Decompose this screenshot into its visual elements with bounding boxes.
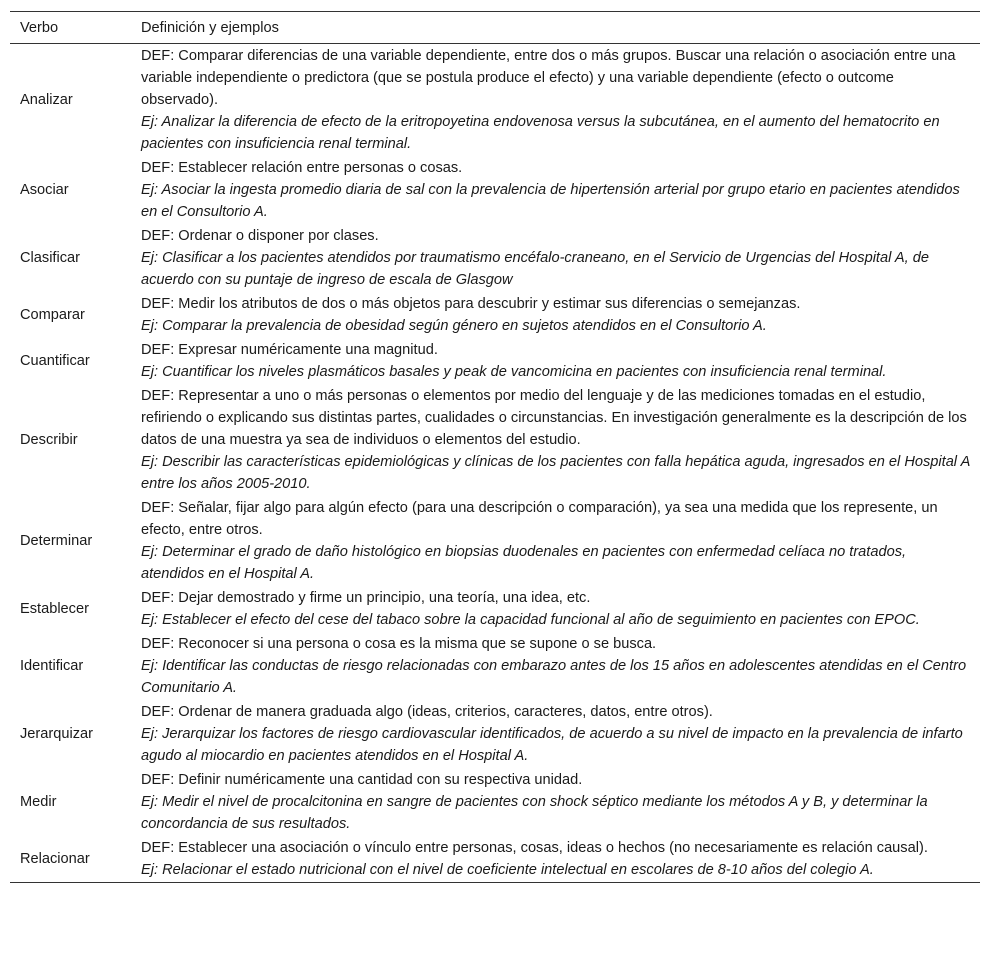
definition-cell (131, 156, 980, 224)
definition-cell (131, 700, 980, 768)
definition-text: DEF: Representar a uno o más personas o elementos por medio del lenguaje y de las mediciones tomadas en el estudio, refiriendo o explicando sus distintas partes, cualidades o circunstancias. En investigación generalmente es la descripción de los datos de una muestra ya sea de individuos o elementos del estudio. (141, 388, 967, 448)
table-row (10, 586, 980, 632)
verb-cell: Asociar (20, 182, 69, 198)
table-row (10, 632, 980, 700)
table-row (10, 224, 980, 292)
example-text: Ej: Medir el nivel de procalcitonina en sangre de pacientes con shock séptico mediante los métodos A y B, y determinar la concordancia de sus resultados. (141, 794, 928, 832)
example-text: Ej: Comparar la prevalencia de obesidad según género en sujetos atendidos en el Consultorio A. (141, 318, 767, 334)
example-text: Ej: Identificar las conductas de riesgo relacionadas con embarazo antes de los 15 años en adolescentes atendidas en el Centro Comunitario A. (141, 658, 967, 696)
table-row (10, 156, 980, 224)
definition-cell (131, 586, 980, 632)
table-row (10, 496, 980, 586)
verb-cell: Determinar (20, 533, 93, 549)
example-text: Ej: Cuantificar los niveles plasmáticos basales y peak de vancomicina en pacientes con insuficiencia renal terminal. (141, 364, 887, 380)
example-text: Ej: Relacionar el estado nutricional con el nivel de coeficiente intelectual en escolares de 8-10 años del colegio A. (141, 862, 874, 878)
verb-cell: Identificar (20, 658, 84, 674)
table-row (10, 700, 980, 768)
example-text: Ej: Jerarquizar los factores de riesgo cardiovascular identificados, de acuerdo a su nivel de impacto en la prevalencia de infarto agudo al miocardio en pacientes atendidos en el Hospital A. (141, 726, 963, 764)
example-text: Ej: Establecer el efecto del cese del tabaco sobre la capacidad funcional al año de seguimiento en pacientes con EPOC. (141, 612, 920, 628)
example-text: Ej: Describir las características epidemiológicas y clínicas de los pacientes con falla hepática aguda, ingresados en el Hospital A entre los años 2005-2010. (141, 454, 970, 492)
verbs-table-container (10, 11, 980, 883)
verb-cell: Jerarquizar (20, 726, 93, 742)
definition-text: DEF: Comparar diferencias de una variable dependiente, entre dos o más grupos. Buscar una relación o asociación entre una variable independiente o predictora (que se postula produce el efecto) y una variable dependiente (efecto o outcome observado). (141, 48, 956, 108)
definition-text: DEF: Ordenar o disponer por clases. (141, 228, 379, 244)
table-row (10, 836, 980, 883)
header-row (10, 12, 980, 44)
definition-text: DEF: Dejar demostrado y firme un principio, una teoría, una idea, etc. (141, 590, 591, 606)
definition-cell (131, 338, 980, 384)
verb-cell: Comparar (20, 307, 85, 323)
definition-text: DEF: Establecer relación entre personas o cosas. (141, 160, 463, 176)
table-row (10, 384, 980, 496)
table-header (10, 12, 980, 44)
verbs-table (10, 11, 980, 883)
header-definition: Definición y ejemplos (141, 19, 279, 36)
verb-cell: Cuantificar (20, 353, 90, 369)
example-text: Ej: Clasificar a los pacientes atendidos por traumatismo encéfalo-craneano, en el Servicio de Urgencias del Hospital A, de acuerdo con su puntaje de ingreso de escala de Glasgow (141, 250, 929, 288)
verb-cell: Establecer (20, 601, 89, 617)
definition-cell (131, 632, 980, 700)
definition-cell (131, 224, 980, 292)
header-verb: Verbo (20, 19, 59, 36)
example-text: Ej: Asociar la ingesta promedio diaria de sal con la prevalencia de hipertensión arterial por grupo etario en pacientes atendidos en el Consultorio A. (141, 182, 960, 220)
table-row (10, 44, 980, 157)
definition-text: DEF: Señalar, fijar algo para algún efecto (para una descripción o comparación), ya sea una medida que los represente, un efecto, entre otros. (141, 500, 938, 538)
table-body (10, 44, 980, 883)
definition-text: DEF: Expresar numéricamente una magnitud. (141, 342, 438, 358)
verb-cell: Medir (20, 794, 57, 810)
verb-cell: Describir (20, 432, 78, 448)
table-row (10, 768, 980, 836)
definition-cell (131, 496, 980, 586)
verb-cell: Clasificar (20, 250, 81, 266)
example-text: Ej: Analizar la diferencia de efecto de la eritropoyetina endovenosa versus la subcutánea, en el aumento del hematocrito en pacientes con insuficiencia renal terminal. (141, 114, 940, 152)
verb-cell: Relacionar (20, 851, 90, 867)
definition-text: DEF: Ordenar de manera graduada algo (ideas, criterios, caracteres, datos, entre otros). (141, 704, 713, 720)
example-text: Ej: Determinar el grado de daño histológico en biopsias duodenales en pacientes con enfermedad celíaca no tratados, atendidos en el Hospital A. (141, 544, 907, 582)
definition-cell (131, 44, 980, 157)
verb-cell: Analizar (20, 92, 73, 108)
definition-cell (131, 836, 980, 883)
definition-text: DEF: Medir los atributos de dos o más objetos para descubrir y estimar sus diferencias o semejanzas. (141, 296, 801, 312)
table-row (10, 338, 980, 384)
definition-text: DEF: Establecer una asociación o vínculo entre personas, cosas, ideas o hechos (no necesariamente es relación causal). (141, 840, 928, 856)
definition-cell (131, 768, 980, 836)
definition-cell (131, 292, 980, 338)
definition-text: DEF: Definir numéricamente una cantidad con su respectiva unidad. (141, 772, 583, 788)
table-row (10, 292, 980, 338)
definition-cell (131, 384, 980, 496)
definition-text: DEF: Reconocer si una persona o cosa es la misma que se supone o se busca. (141, 636, 657, 652)
